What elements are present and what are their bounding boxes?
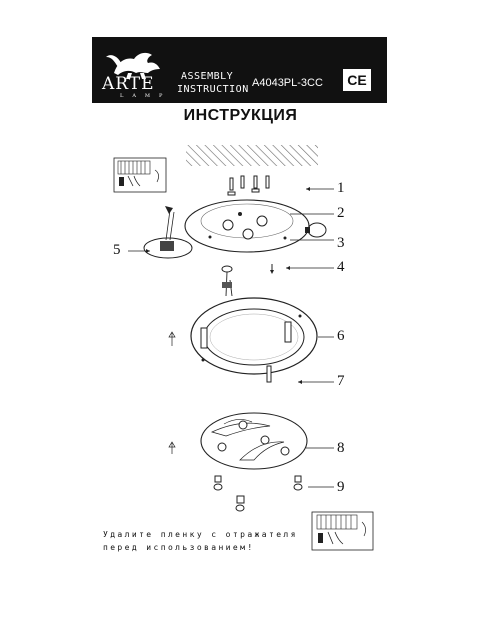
document-type-line1: ASSEMBLY — [181, 71, 234, 82]
film-removal-note — [103, 528, 298, 554]
step-label-8: 8 — [337, 440, 345, 456]
hook-icon — [222, 266, 232, 296]
power-switch-panel-icon-2 — [312, 512, 373, 550]
brand-subtitle: LAMP — [120, 93, 172, 99]
step-label-2: 2 — [337, 205, 345, 221]
ce-mark: CE — [343, 69, 371, 91]
ceiling-hatch — [186, 145, 318, 166]
step-label-9: 9 — [337, 479, 345, 495]
step-label-1: 1 — [337, 180, 345, 196]
wire-connector-icon — [144, 206, 192, 258]
base-plate-icon — [185, 200, 309, 252]
ring-frame-icon — [191, 298, 317, 382]
model-number: A4043PL-3CC — [252, 77, 323, 89]
decorative-cap-icon — [214, 476, 302, 511]
brand-name: ARTE — [102, 74, 155, 94]
step-label-6: 6 — [337, 328, 345, 344]
step-label-4: 4 — [337, 259, 345, 275]
screws-icon — [228, 176, 269, 195]
step-label-5: 5 — [113, 242, 121, 258]
film-removal-note-line2: перед использованием! — [103, 543, 255, 552]
diffuser-icon — [201, 413, 307, 469]
power-switch-panel-icon — [114, 158, 166, 192]
film-removal-note-line1: Удалите пленку с отражателя — [103, 530, 298, 539]
document-type-line2: INSTRUCTION — [177, 84, 249, 95]
page-title: ИНСТРУКЦИЯ — [183, 107, 298, 124]
step-label-3: 3 — [337, 235, 345, 251]
step-label-7: 7 — [337, 373, 345, 389]
